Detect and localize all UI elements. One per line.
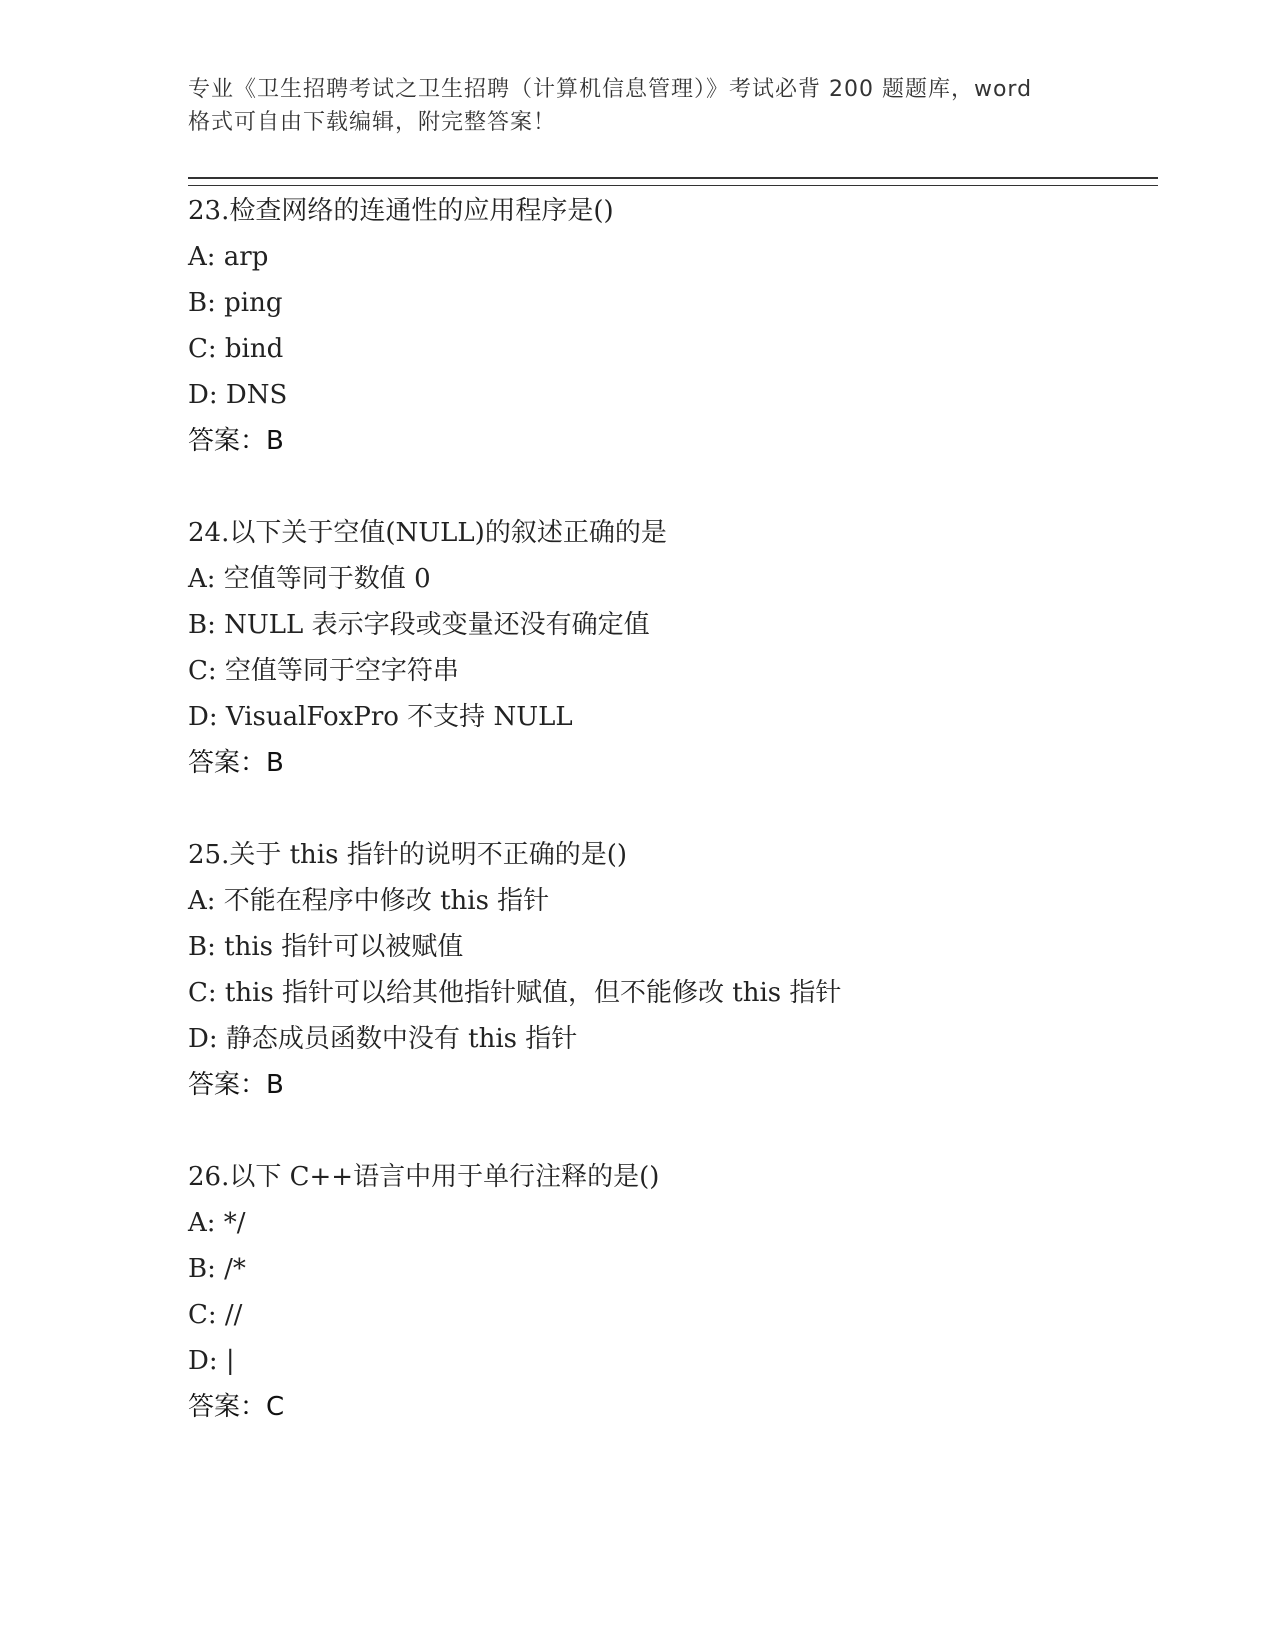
answer-key: 答案：C: [188, 1392, 285, 1422]
answer-key: 答案：B: [188, 748, 284, 778]
question-stem: 23.检查网络的连通性的应用程序是(): [188, 196, 614, 226]
question-24: [188, 510, 1148, 786]
header-divider: [188, 177, 1158, 186]
option-b: B: this 指针可以被赋值: [188, 932, 464, 962]
option-c: C: bind: [188, 334, 284, 364]
question-25: [188, 832, 1148, 1108]
option-d: D: VisualFoxPro 不支持 NULL: [188, 702, 573, 732]
header-line-2: 格式可自由下载编辑，附完整答案！: [188, 110, 557, 135]
document-header: [188, 73, 1088, 139]
option-d: D: DNS: [188, 380, 288, 410]
option-d: D: |: [188, 1346, 235, 1376]
option-a: A: */: [188, 1208, 246, 1238]
option-c: C: this 指针可以给其他指针赋值，但不能修改 this 指针: [188, 978, 842, 1008]
option-a: A: 不能在程序中修改 this 指针: [188, 886, 550, 916]
question-23: [188, 188, 1148, 464]
option-d: D: 静态成员函数中没有 this 指针: [188, 1024, 578, 1054]
option-b: B: /*: [188, 1254, 246, 1284]
question-stem: 26.以下 C++语言中用于单行注释的是(): [188, 1162, 660, 1192]
option-b: B: ping: [188, 288, 283, 318]
option-a: A: arp: [188, 242, 269, 272]
option-c: C: 空值等同于空字符串: [188, 656, 459, 686]
question-list: [188, 188, 1148, 1476]
question-26: [188, 1154, 1148, 1430]
question-stem: 25.关于 this 指针的说明不正确的是(): [188, 840, 628, 870]
answer-key: 答案：B: [188, 1070, 284, 1100]
header-line-1: 专业《卫生招聘考试之卫生招聘（计算机信息管理）》考试必背 200 题题库，word: [188, 77, 1033, 102]
option-a: A: 空值等同于数值 0: [188, 564, 431, 594]
question-stem: 24.以下关于空值(NULL)的叙述正确的是: [188, 518, 667, 548]
option-b: B: NULL 表示字段或变量还没有确定值: [188, 610, 650, 640]
answer-key: 答案：B: [188, 426, 284, 456]
option-c: C: //: [188, 1300, 243, 1330]
